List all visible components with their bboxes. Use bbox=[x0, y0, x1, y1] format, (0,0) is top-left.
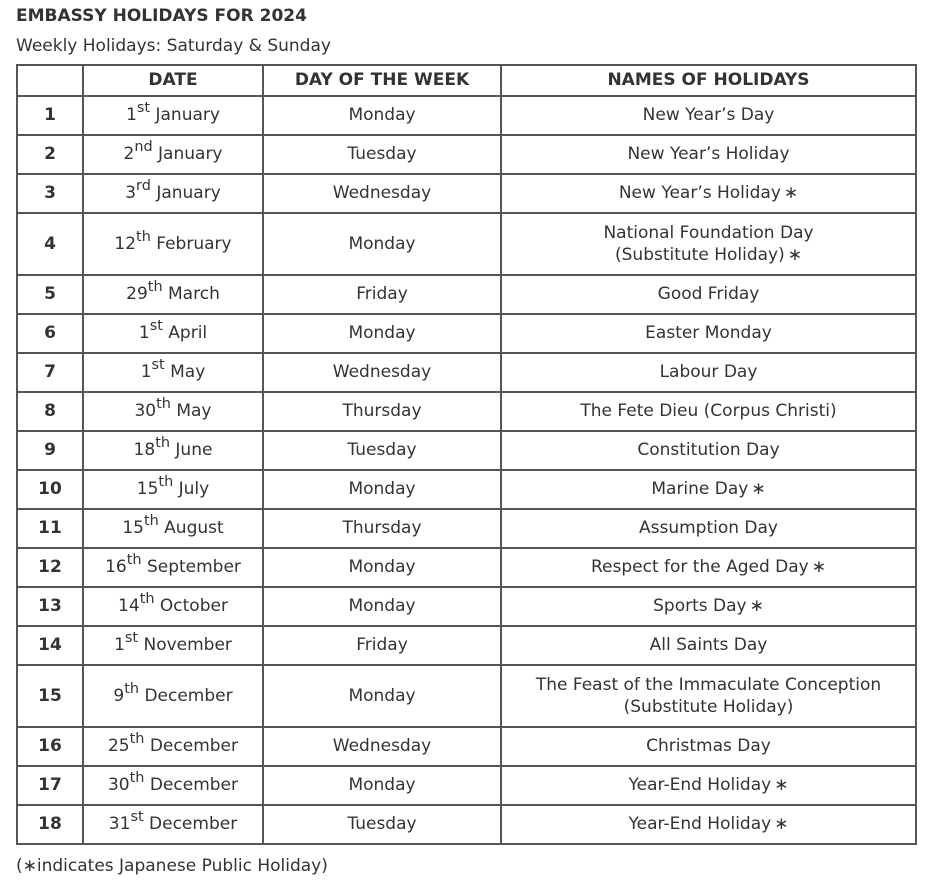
holiday-name-line1: Respect for the Aged Day bbox=[590, 557, 809, 578]
holiday-name-line1: Year-End Holiday bbox=[628, 775, 772, 796]
footnote: (∗indicates Japanese Public Holiday) bbox=[16, 856, 328, 876]
holiday-date bbox=[83, 213, 263, 275]
public-holiday-mark: ∗ bbox=[774, 775, 789, 796]
date-day: 2 bbox=[123, 144, 135, 165]
holiday-name-line1: Good Friday bbox=[657, 284, 760, 305]
date-day: 3 bbox=[125, 183, 137, 204]
day-of-week: Monday bbox=[263, 96, 501, 135]
day-of-week: Monday bbox=[263, 665, 501, 727]
day-of-week: Monday bbox=[263, 548, 501, 587]
day-of-week: Friday bbox=[263, 275, 501, 314]
day-of-week: Thursday bbox=[263, 392, 501, 431]
date-month: January bbox=[156, 183, 221, 204]
day-of-week: Monday bbox=[263, 470, 501, 509]
holiday-name-line1: Constitution Day bbox=[637, 440, 780, 461]
holiday-name bbox=[501, 805, 916, 844]
date-day: 14 bbox=[118, 596, 140, 617]
date-ordinal-suffix: th bbox=[129, 731, 145, 748]
table-row bbox=[17, 727, 916, 766]
public-holiday-mark: ∗ bbox=[751, 479, 766, 500]
column-header-number bbox=[17, 65, 83, 96]
date-month: February bbox=[156, 233, 232, 254]
date-ordinal-suffix: th bbox=[139, 591, 155, 608]
holiday-name bbox=[501, 431, 916, 470]
row-number: 7 bbox=[17, 353, 83, 392]
table-row bbox=[17, 392, 916, 431]
date-ordinal-suffix: th bbox=[155, 435, 170, 452]
date-ordinal-suffix: th bbox=[156, 396, 171, 413]
holiday-name-line2: (Substitute Holiday) bbox=[623, 697, 794, 717]
day-of-week: Tuesday bbox=[263, 431, 501, 470]
date-ordinal-suffix: st bbox=[130, 809, 144, 826]
public-holiday-mark: ∗ bbox=[787, 245, 802, 265]
day-of-week: Tuesday bbox=[263, 805, 501, 844]
row-number: 11 bbox=[17, 509, 83, 548]
table-row bbox=[17, 174, 916, 213]
table-row bbox=[17, 353, 916, 392]
date-month: July bbox=[178, 479, 210, 500]
page-subtitle: Weekly Holidays: Saturday & Sunday bbox=[16, 36, 331, 56]
holiday-date bbox=[83, 314, 263, 353]
holiday-name bbox=[501, 213, 916, 275]
holiday-date bbox=[83, 353, 263, 392]
holiday-date bbox=[83, 509, 263, 548]
date-day: 12 bbox=[114, 233, 137, 254]
holiday-date bbox=[83, 805, 263, 844]
date-day: 29 bbox=[126, 284, 148, 305]
holiday-name-line1: Assumption Day bbox=[638, 518, 778, 539]
holiday-name-line1: Easter Monday bbox=[645, 323, 772, 344]
date-day: 1 bbox=[114, 635, 125, 656]
table-row bbox=[17, 587, 916, 626]
day-of-week: Monday bbox=[263, 587, 501, 626]
date-day: 1 bbox=[126, 105, 137, 126]
holiday-name bbox=[501, 548, 916, 587]
date-ordinal-suffix: th bbox=[126, 552, 142, 569]
date-month: August bbox=[164, 518, 224, 539]
date-day: 30 bbox=[107, 775, 130, 796]
date-day: 16 bbox=[105, 557, 127, 578]
date-month: June bbox=[175, 440, 213, 461]
date-ordinal-suffix: st bbox=[124, 630, 139, 647]
holiday-date bbox=[83, 727, 263, 766]
table-row bbox=[17, 665, 916, 727]
holiday-name bbox=[501, 470, 916, 509]
date-month: April bbox=[168, 323, 208, 344]
table-row bbox=[17, 275, 916, 314]
holiday-name bbox=[501, 275, 916, 314]
holiday-date bbox=[83, 135, 263, 174]
day-of-week: Wednesday bbox=[263, 727, 501, 766]
table-row bbox=[17, 213, 916, 275]
holiday-date bbox=[83, 470, 263, 509]
public-holiday-mark: ∗ bbox=[749, 596, 764, 617]
holiday-name bbox=[501, 727, 916, 766]
day-of-week: Monday bbox=[263, 314, 501, 353]
table-row bbox=[17, 431, 916, 470]
date-ordinal-suffix: th bbox=[124, 681, 140, 698]
table-body bbox=[17, 96, 916, 844]
page-title: EMBASSY HOLIDAYS FOR 2024 bbox=[16, 6, 307, 26]
row-number: 1 bbox=[17, 96, 83, 135]
holiday-name-line2: (Substitute Holiday) bbox=[615, 245, 785, 265]
date-ordinal-suffix: st bbox=[136, 100, 151, 117]
date-ordinal-suffix: th bbox=[143, 513, 159, 530]
date-day: 18 bbox=[133, 440, 156, 461]
day-of-week: Wednesday bbox=[263, 353, 501, 392]
holiday-name-line1: New Year’s Holiday bbox=[618, 183, 781, 204]
table-row bbox=[17, 805, 916, 844]
holiday-name bbox=[501, 96, 916, 135]
date-month: December bbox=[149, 775, 238, 796]
holiday-name bbox=[501, 174, 916, 213]
date-day: 15 bbox=[122, 518, 144, 539]
holiday-name-line1: Sports Day bbox=[653, 596, 747, 617]
table-row bbox=[17, 96, 916, 135]
row-number: 12 bbox=[17, 548, 83, 587]
holiday-name-line1: Christmas Day bbox=[646, 736, 771, 757]
date-month: January bbox=[155, 105, 220, 126]
row-number: 14 bbox=[17, 626, 83, 665]
row-number: 2 bbox=[17, 135, 83, 174]
row-number: 8 bbox=[17, 392, 83, 431]
holiday-name-line1: Labour Day bbox=[659, 362, 758, 383]
holiday-name bbox=[501, 353, 916, 392]
date-month: March bbox=[168, 284, 220, 305]
holiday-name bbox=[501, 587, 916, 626]
date-month: December bbox=[149, 814, 238, 835]
holiday-date bbox=[83, 766, 263, 805]
holiday-name-line1: New Year’s Day bbox=[642, 105, 775, 126]
holiday-name bbox=[501, 392, 916, 431]
holiday-name-line1: The Fete Dieu (Corpus Christi) bbox=[580, 401, 837, 422]
holiday-name bbox=[501, 314, 916, 353]
row-number: 13 bbox=[17, 587, 83, 626]
public-holiday-mark: ∗ bbox=[774, 814, 789, 835]
holiday-name bbox=[501, 766, 916, 805]
row-number: 9 bbox=[17, 431, 83, 470]
date-day: 1 bbox=[138, 323, 150, 344]
row-number: 18 bbox=[17, 805, 83, 844]
day-of-week: Friday bbox=[263, 626, 501, 665]
holiday-name bbox=[501, 626, 916, 665]
date-day: 31 bbox=[108, 814, 131, 835]
holiday-name bbox=[501, 135, 916, 174]
table-header-row bbox=[17, 65, 916, 96]
date-month: September bbox=[146, 557, 241, 578]
table-row bbox=[17, 766, 916, 805]
date-month: January bbox=[158, 144, 223, 165]
date-ordinal-suffix: th bbox=[136, 229, 151, 246]
holiday-date bbox=[83, 665, 263, 727]
date-month: December bbox=[144, 685, 233, 706]
holiday-name-line1: National Foundation Day bbox=[603, 222, 814, 243]
table-row bbox=[17, 626, 916, 665]
column-header-date: DATE bbox=[83, 65, 263, 96]
holiday-date bbox=[83, 174, 263, 213]
date-month: November bbox=[143, 635, 232, 656]
date-ordinal-suffix: st bbox=[151, 357, 165, 374]
row-number: 3 bbox=[17, 174, 83, 213]
holiday-date bbox=[83, 275, 263, 314]
holiday-name bbox=[501, 509, 916, 548]
date-day: 30 bbox=[134, 401, 157, 422]
table-row bbox=[17, 548, 916, 587]
date-day: 15 bbox=[136, 479, 159, 500]
date-month: May bbox=[176, 401, 212, 422]
column-header-holiday-names: NAMES OF HOLIDAYS bbox=[501, 65, 916, 96]
row-number: 5 bbox=[17, 275, 83, 314]
date-month: December bbox=[149, 736, 238, 757]
date-day: 1 bbox=[140, 362, 152, 383]
date-ordinal-suffix: th bbox=[158, 474, 174, 491]
date-ordinal-suffix: nd bbox=[134, 139, 153, 156]
date-ordinal-suffix: th bbox=[129, 770, 145, 787]
row-number: 10 bbox=[17, 470, 83, 509]
public-holiday-mark: ∗ bbox=[783, 183, 799, 204]
date-day: 9 bbox=[113, 685, 125, 706]
holiday-name-line1: Marine Day bbox=[651, 479, 749, 500]
row-number: 6 bbox=[17, 314, 83, 353]
date-month: October bbox=[159, 596, 228, 617]
holidays-table bbox=[16, 64, 917, 845]
holiday-date bbox=[83, 548, 263, 587]
holiday-name-line1: New Year’s Holiday bbox=[627, 144, 790, 165]
day-of-week: Monday bbox=[263, 766, 501, 805]
table-row bbox=[17, 314, 916, 353]
day-of-week: Wednesday bbox=[263, 174, 501, 213]
holiday-name-line1: All Saints Day bbox=[649, 635, 768, 656]
date-ordinal-suffix: th bbox=[147, 279, 163, 296]
day-of-week: Monday bbox=[263, 213, 501, 275]
date-ordinal-suffix: rd bbox=[136, 178, 151, 195]
row-number: 4 bbox=[17, 213, 83, 275]
column-header-day-of-week: DAY OF THE WEEK bbox=[263, 65, 501, 96]
holiday-date bbox=[83, 587, 263, 626]
row-number: 15 bbox=[17, 665, 83, 727]
table-row bbox=[17, 135, 916, 174]
holiday-name-line1: The Feast of the Immaculate Conception bbox=[535, 674, 882, 695]
holiday-date bbox=[83, 392, 263, 431]
date-month: May bbox=[170, 362, 206, 383]
holiday-date bbox=[83, 626, 263, 665]
date-ordinal-suffix: st bbox=[149, 318, 163, 335]
row-number: 17 bbox=[17, 766, 83, 805]
holiday-name-line1: Year-End Holiday bbox=[628, 814, 772, 835]
holiday-date bbox=[83, 96, 263, 135]
date-day: 25 bbox=[107, 736, 130, 757]
holiday-date bbox=[83, 431, 263, 470]
table-row bbox=[17, 509, 916, 548]
day-of-week: Tuesday bbox=[263, 135, 501, 174]
holiday-name bbox=[501, 665, 916, 727]
table-row bbox=[17, 470, 916, 509]
row-number: 16 bbox=[17, 727, 83, 766]
day-of-week: Thursday bbox=[263, 509, 501, 548]
public-holiday-mark: ∗ bbox=[811, 557, 826, 578]
